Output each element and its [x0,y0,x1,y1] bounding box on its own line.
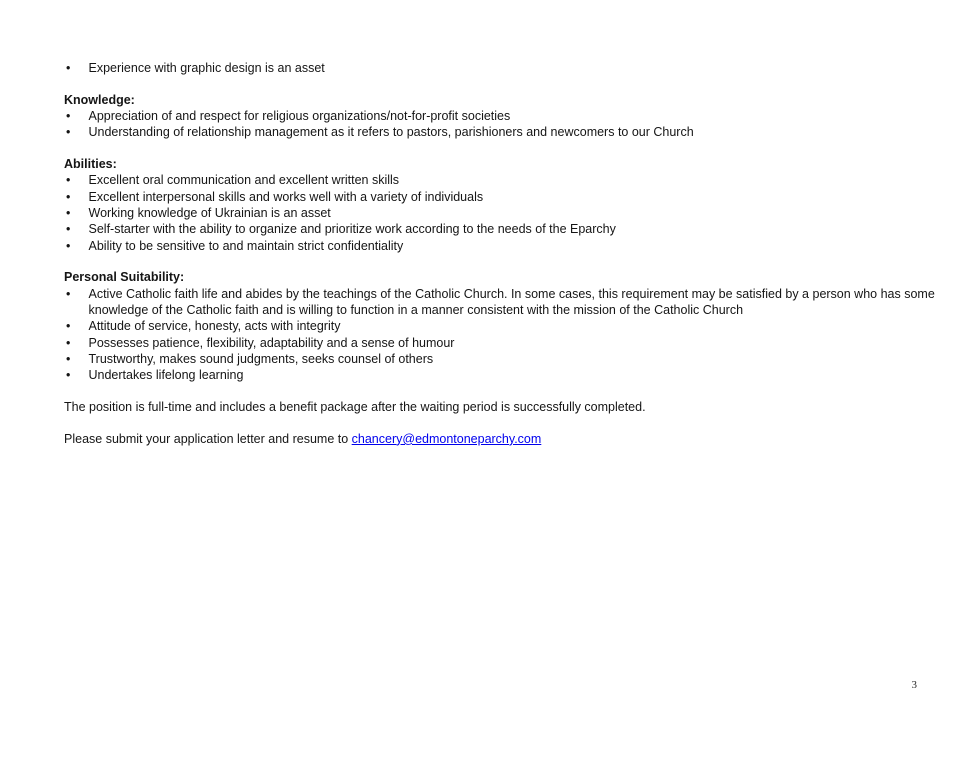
list-item: • Trustworthy, makes sound judgments, seeks counsel of others [64,351,936,367]
personal-suitability-bullet-list [64,286,936,384]
list-item: • Self-starter with the ability to organize and prioritize work according to the needs of the Eparchy [64,221,936,237]
list-item: • Excellent oral communication and excellent written skills [64,172,936,188]
list-item: • Understanding of relationship management as it refers to pastors, parishioners and newcomers to our Church [64,124,936,140]
list-item: • Active Catholic faith life and abides by the teachings of the Catholic Church. In some cases, this requirement may be satisfied by a person who has some knowledge of the Catholic faith and is willing to function in a manner consistent with the mission of the Catholic Church [64,286,936,319]
document-body [64,60,936,447]
apply-prefix-text: Please submit your application letter and resume to [64,431,352,446]
section-heading-abilities: Abilities: [64,157,117,172]
list-item: • Working knowledge of Ukrainian is an asset [64,205,936,221]
abilities-bullet-list [64,172,936,253]
section-heading-knowledge: Knowledge: [64,92,135,107]
position-note-paragraph: The position is full-time and includes a benefit package after the waiting period is successfully completed. [64,400,646,415]
list-item: • Undertakes lifelong learning [64,367,936,383]
list-item: • Attitude of service, honesty, acts with integrity [64,318,936,334]
section-heading-personal-suitability: Personal Suitability: [64,270,185,285]
list-item: • Excellent interpersonal skills and works well with a variety of individuals [64,189,936,205]
page-number: 3 [911,679,917,691]
apply-paragraph [64,431,936,447]
knowledge-bullet-list [64,108,936,141]
list-item: • Appreciation of and respect for religious organizations/not-for-profit societies [64,108,936,124]
list-item: • Experience with graphic design is an asset [64,60,936,76]
intro-bullet-list [64,60,936,76]
list-item: • Possesses patience, flexibility, adaptability and a sense of humour [64,335,936,351]
list-item: • Ability to be sensitive to and maintain strict confidentiality [64,238,936,254]
email-link[interactable]: chancery@edmontoneparchy.com [351,431,542,446]
